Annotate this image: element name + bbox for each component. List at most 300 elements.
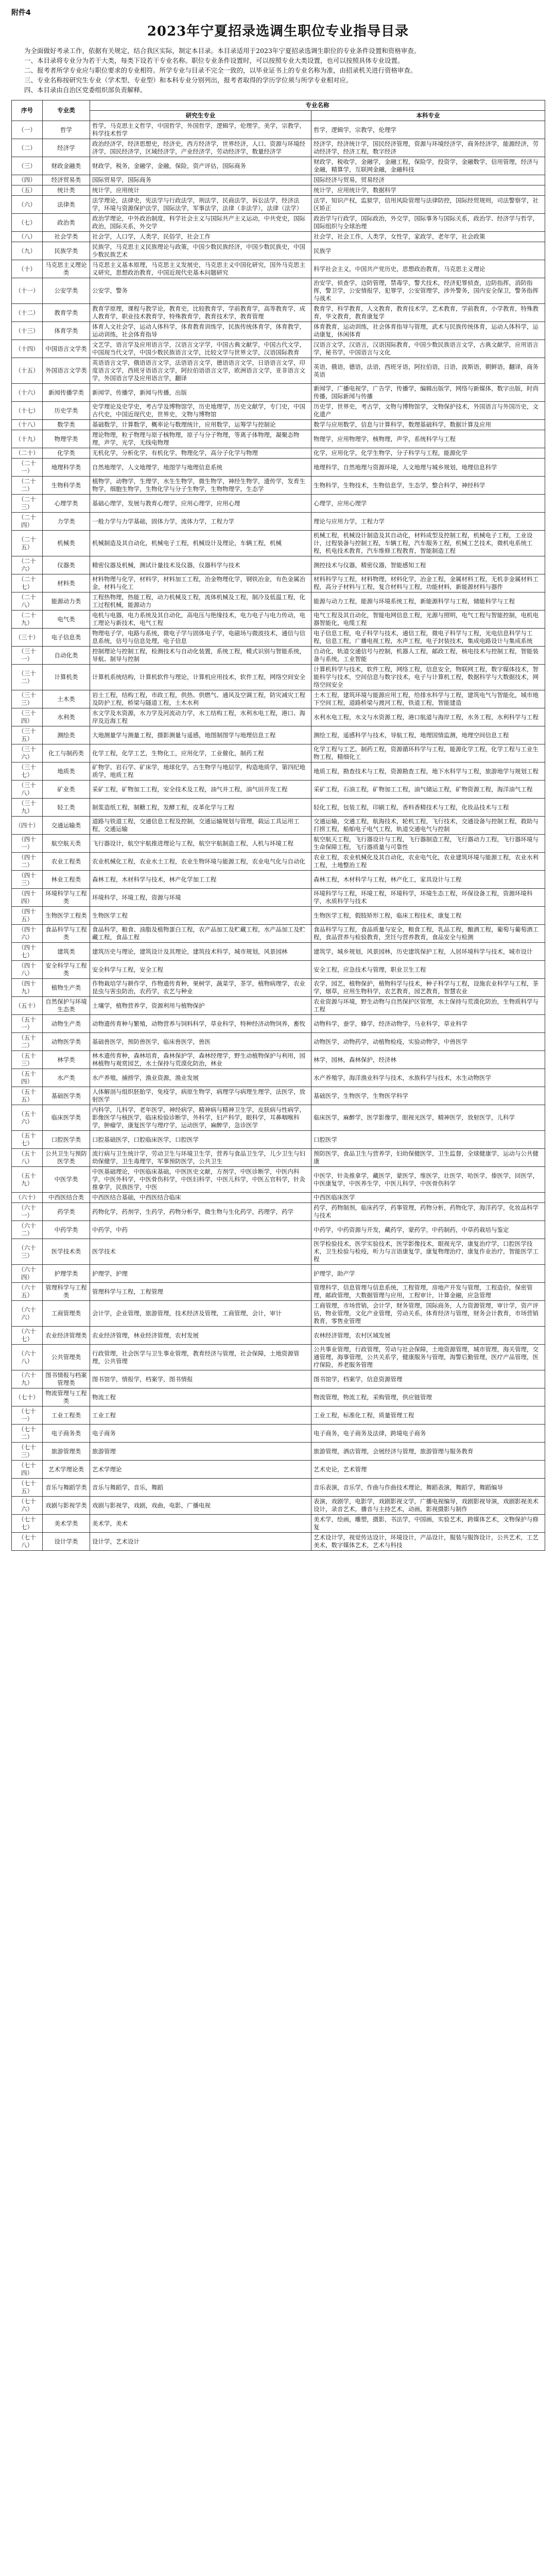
row-code: （七十）: [12, 1388, 43, 1406]
row-undergrad-majors: 管理科学，信息管理与信息系统，工程管理，房地产开发与管理，工程造价，保密管理，邮政管理，大数据管理与应用，工程审计，计算金融，应急管理: [311, 1283, 545, 1301]
row-graduate-majors: 中医基础理论，中医临床基础，中医医史文献，方剂学，中医诊断学，中医内科学，中医外科学，中医骨伤科学，中医妇科学，中医儿科学，中医五官科学，针灸推拿学，民族医学，中医: [90, 1167, 311, 1193]
row-category: 民族学类: [43, 242, 90, 260]
header-category: 专业类: [43, 100, 90, 121]
table-row: [12, 1345, 545, 1370]
row-code: （三十八）: [12, 781, 43, 799]
row-undergrad-majors: 化学工程与工艺，制药工程，资源循环科学与工程，能源化学工程，化学工程与工业生物工程，精细化工: [311, 744, 545, 762]
row-undergrad-majors: 生物医学工程，假肢矫形工程，临床工程技术，康复工程: [311, 907, 545, 925]
row-undergrad-majors: 计算机科学与技术，软件工程，网络工程，信息安全，物联网工程，数字媒体技术，智能科学与技术，空间信息与数字技术，电子与计算机工程，数据科学与大数据技术，网络空间安全: [311, 665, 545, 690]
row-graduate-majors: 飞行器设计，航空宇航推进理论与工程，航空宇航制造工程，人机与环境工程: [90, 835, 311, 853]
table-row: [12, 495, 545, 513]
row-category: 药学类: [43, 1203, 90, 1221]
row-category: 公共管理类: [43, 1345, 90, 1370]
row-undergrad-majors: 口腔医学: [311, 1131, 545, 1149]
header-code: 序号: [12, 100, 43, 121]
row-category: 艺术学理论类: [43, 1461, 90, 1479]
intro-paragraph: 二、报考者所学专业应与职位要求的专业相符。所学专业与目录不完全一致的，以毕业证书上的专业名称为准，由招录机关进行资格审查。: [24, 66, 417, 74]
row-undergrad-majors: 电子商务，电子商务及法律，跨境电子商务: [311, 1425, 545, 1443]
row-code: （五）: [12, 185, 43, 196]
table-row: [12, 907, 545, 925]
catalog-table-wrapper: [11, 100, 545, 1551]
table-row: [12, 384, 545, 402]
table-row: [12, 889, 545, 907]
row-graduate-majors: 水产养殖，捕捞学，渔业资源，渔业发展: [90, 1069, 311, 1087]
row-undergrad-majors: 理论与应用力学，工程力学: [311, 513, 545, 531]
row-graduate-majors: 道路与铁道工程，交通信息工程及控制，交通运输规划与管理，载运工具运用工程，交通运输: [90, 817, 311, 835]
row-undergrad-majors: 旅游管理，酒店管理，会展经济与管理，旅游管理与服务教育: [311, 1443, 545, 1461]
row-category: 化工与制药类: [43, 744, 90, 762]
row-undergrad-majors: 哲学，逻辑学，宗教学，伦理学: [311, 121, 545, 139]
row-category: 中医学类: [43, 1167, 90, 1193]
row-undergrad-majors: 电子信息工程，电子科学与技术，通信工程，微电子科学与工程，光电信息科学与工程，信息工程，广播电视工程，水声工程，电子封装技术，集成电路设计与集成系统: [311, 629, 545, 647]
table-row: [12, 322, 545, 340]
row-category: 物理学类: [43, 430, 90, 448]
row-undergrad-majors: 艺术史论，艺术管理: [311, 1461, 545, 1479]
row-category: 物流管理与工程类: [43, 1388, 90, 1406]
row-graduate-majors: 电机与电器，电力系统及其自动化，高电压与绝缘技术，电力电子与电力传动，电工理论与新技术，电气工程: [90, 611, 311, 629]
header-group: 专业名称: [90, 100, 545, 111]
table-row: [12, 979, 545, 997]
row-undergrad-majors: 农林经济管理，农村区域发展: [311, 1327, 545, 1345]
table-row: [12, 708, 545, 726]
row-graduate-majors: 国际贸易学，国际商务: [90, 175, 311, 185]
row-graduate-majors: 口腔基础医学，口腔临床医学，口腔医学: [90, 1131, 311, 1149]
row-graduate-majors: 法学理论，法律史，宪法学与行政法学，刑法学，民商法学，诉讼法学，经济法学，环境与资源保护法学，国际法学，军事法学，法律（非法学），法律（法学）: [90, 196, 311, 214]
row-category: 管理科学与工程类: [43, 1283, 90, 1301]
table-row: [12, 175, 545, 185]
table-row: [12, 139, 545, 157]
row-code: （五十）: [12, 997, 43, 1015]
row-code: （六十一）: [12, 1203, 43, 1221]
row-category: 水利类: [43, 708, 90, 726]
row-code: （六十七）: [12, 1327, 43, 1345]
table-row: [12, 214, 545, 232]
row-category: 动物生产类: [43, 1015, 90, 1033]
row-undergrad-majors: 中西医临床医学: [311, 1193, 545, 1203]
row-graduate-majors: 新闻学，传播学，新闻与传播，出版: [90, 384, 311, 402]
row-undergrad-majors: 政治学与行政学，国际政治，外交学，国际事务与国际关系，政治学、经济学与哲学，国际组织与全球治理: [311, 214, 545, 232]
row-graduate-majors: 建筑历史与理论，建筑设计及其理论，建筑技术科学，城市规划，风景园林: [90, 943, 311, 961]
table-row: [12, 420, 545, 430]
table-row: [12, 647, 545, 665]
table-row: [12, 1301, 545, 1327]
row-graduate-majors: 公安学，警务: [90, 278, 311, 304]
row-undergrad-majors: 医学检验技术，医学实验技术，医学影像技术，眼视光学，康复治疗学，口腔医学技术，卫生检验与检疫，听力与言语康复学，康复物理治疗，康复作业治疗，智能医学工程: [311, 1239, 545, 1265]
row-undergrad-majors: 音乐表演，音乐学，作曲与作曲技术理论，舞蹈表演，舞蹈学，舞蹈编导: [311, 1479, 545, 1497]
table-row: [12, 835, 545, 853]
row-code: （十八）: [12, 420, 43, 430]
row-code: （五十九）: [12, 1167, 43, 1193]
row-code: （二十九）: [12, 611, 43, 629]
row-graduate-majors: 森林工程，木材科学与技术，林产化学加工工程: [90, 871, 311, 889]
row-graduate-majors: 中西医结合基础，中西医结合临床: [90, 1193, 311, 1203]
row-code: （六十）: [12, 1193, 43, 1203]
row-code: （四十二）: [12, 853, 43, 871]
row-graduate-majors: 图书馆学，情报学，档案学，图书情报: [90, 1370, 311, 1388]
row-category: 食品科学与工程类: [43, 925, 90, 943]
row-category: 音乐与舞蹈学类: [43, 1479, 90, 1497]
row-category: 水产类: [43, 1069, 90, 1087]
row-code: （六十八）: [12, 1345, 43, 1370]
table-row: [12, 196, 545, 214]
row-graduate-majors: 物流工程: [90, 1388, 311, 1406]
row-graduate-majors: 安全科学与工程，安全工程: [90, 961, 311, 979]
table-row: [12, 260, 545, 278]
row-category: 生物科学类: [43, 477, 90, 495]
row-undergrad-majors: 法学，知识产权，监狱学，信用风险管理与法律防控，国际经贸规则，司法警察学，社区矫正: [311, 196, 545, 214]
table-row: [12, 1443, 545, 1461]
table-row: [12, 961, 545, 979]
table-row: [12, 340, 545, 358]
row-undergrad-majors: 图书馆学，档案学，信息资源管理: [311, 1370, 545, 1388]
row-undergrad-majors: 物理学，应用物理学，核物理，声学，系统科学与工程: [311, 430, 545, 448]
row-code: （五十八）: [12, 1149, 43, 1167]
row-category: 生物医学工程类: [43, 907, 90, 925]
table-row: [12, 185, 545, 196]
row-graduate-majors: 作物栽培学与耕作学，作物遗传育种，果树学，蔬菜学，茶学，植物病理学，农业昆虫与害虫防治，农药学，农艺与种业: [90, 979, 311, 997]
table-row: [12, 1203, 545, 1221]
row-undergrad-majors: 物流管理，物流工程，采购管理，供应链管理: [311, 1388, 545, 1406]
row-code: （四十六）: [12, 925, 43, 943]
table-row: [12, 1479, 545, 1497]
row-code: （二十四）: [12, 513, 43, 531]
row-code: （三十七）: [12, 762, 43, 781]
table-row: [12, 1033, 545, 1051]
row-code: （七）: [12, 214, 43, 232]
row-graduate-majors: 自然地理学，人文地理学，地图学与地理信息系统: [90, 459, 311, 477]
row-category: 口腔医学类: [43, 1131, 90, 1149]
row-undergrad-majors: 机械工程，机械设计制造及其自动化，材料成型及控制工程，机械电子工程，工业设计，过程装备与控制工程，车辆工程，汽车服务工程，机械工艺技术，微机电系统工程，机电技术教育，汽车维修工程教育，智能制造工程: [311, 531, 545, 556]
row-undergrad-majors: 历史学，世界史，考古学，文物与博物馆学，文物保护技术，外国语言与外国历史，文化遗产: [311, 402, 545, 420]
row-category: 安全科学与工程类: [43, 961, 90, 979]
row-graduate-majors: 矿物学、岩石学、矿床学，地球化学，古生物学与地层学，构造地质学，第四纪地质学，地质工程: [90, 762, 311, 781]
header-undergrad: 本科专业: [311, 111, 545, 121]
table-row: [12, 157, 545, 175]
row-code: （七十八）: [12, 1533, 43, 1551]
row-undergrad-majors: 森林工程，木材科学与工程，林产化工，家具设计与工程: [311, 871, 545, 889]
table-row: [12, 762, 545, 781]
row-undergrad-majors: 中医学，针灸推拿学，藏医学，蒙医学，维医学，壮医学，哈医学，傣医学，回医学，中医康复学，中医养生学，中医儿科学，中医骨伤科学: [311, 1167, 545, 1193]
row-category: 哲学: [43, 121, 90, 139]
row-graduate-majors: 设计学，艺术设计: [90, 1533, 311, 1551]
row-code: （五十五）: [12, 1087, 43, 1105]
row-graduate-majors: 一般力学与力学基础，固体力学，流体力学，工程力学: [90, 513, 311, 531]
row-code: （三十三）: [12, 690, 43, 708]
row-undergrad-majors: 民族学: [311, 242, 545, 260]
row-code: （十四）: [12, 340, 43, 358]
table-row: [12, 799, 545, 817]
row-undergrad-majors: 科学社会主义，中国共产党历史，思想政治教育，马克思主义理论: [311, 260, 545, 278]
row-code: （五十七）: [12, 1131, 43, 1149]
table-row: [12, 1515, 545, 1533]
row-category: 建筑类: [43, 943, 90, 961]
row-category: 社会学类: [43, 232, 90, 242]
table-row: [12, 1388, 545, 1406]
row-graduate-majors: 制浆造纸工程，制糖工程，发酵工程，皮革化学与工程: [90, 799, 311, 817]
table-row: [12, 1087, 545, 1105]
row-graduate-majors: 食品科学，粮食、油脂及植物蛋白工程，农产品加工及贮藏工程，水产品加工及贮藏工程，食品工程: [90, 925, 311, 943]
row-category: 交通运输类: [43, 817, 90, 835]
row-code: （九）: [12, 242, 43, 260]
row-category: 统计类: [43, 185, 90, 196]
row-undergrad-majors: 公共事业管理，行政管理，劳动与社会保障，土地资源管理，城市管理，海关管理，交通管理，海事管理，公共关系学，健康服务与管理，海警后勤管理，医疗产品管理，医疗保险，养老服务管理: [311, 1345, 545, 1370]
page-title: 2023年宁夏招录选调生职位专业指导目录: [147, 24, 409, 39]
table-row: [12, 744, 545, 762]
row-graduate-majors: 生物医学工程: [90, 907, 311, 925]
row-category: 矿业类: [43, 781, 90, 799]
row-undergrad-majors: 环境科学与工程，环境工程，环境科学，环境生态工程，环保设备工程，资源环境科学，水质科学与技术: [311, 889, 545, 907]
table-header-row: [12, 100, 545, 111]
row-undergrad-majors: 安全工程，应急技术与管理，职业卫生工程: [311, 961, 545, 979]
table-row: [12, 242, 545, 260]
row-undergrad-majors: 预防医学，食品卫生与营养学，妇幼保健医学，卫生监督，全球健康学，运动与公共健康: [311, 1149, 545, 1167]
row-code: （六十二）: [12, 1221, 43, 1239]
table-row: [12, 1283, 545, 1301]
table-row: [12, 556, 545, 574]
row-graduate-majors: 计算机系统结构，计算机软件与理论，计算机应用技术，软件工程，网络空间安全: [90, 665, 311, 690]
row-code: （四十五）: [12, 907, 43, 925]
row-undergrad-majors: 护理学，助产学: [311, 1265, 545, 1283]
row-code: （二十五）: [12, 531, 43, 556]
row-undergrad-majors: 农学，园艺，植物保护，植物科学与技术，种子科学与工程，设施农业科学与工程，茶学，烟草，应用生物科学，农艺教育，园艺教育，智慧农业: [311, 979, 545, 997]
row-category: 机械类: [43, 531, 90, 556]
row-undergrad-majors: 动物科学，蚕学，蜂学，经济动物学，马业科学，草业科学: [311, 1015, 545, 1033]
row-graduate-majors: 管理科学与工程，工程管理: [90, 1283, 311, 1301]
row-code: （三十）: [12, 629, 43, 647]
row-category: 电子商务类: [43, 1425, 90, 1443]
table-row: [12, 1193, 545, 1203]
row-undergrad-majors: 教育学，科学教育，人文教育，教育技术学，艺术教育，学前教育，小学教育，特殊教育，华文教育，教育康复学: [311, 304, 545, 322]
row-graduate-majors: 民族学，马克思主义民族理论与政策，中国少数民族经济，中国少数民族史，中国少数民族艺术: [90, 242, 311, 260]
table-row: [12, 781, 545, 799]
row-graduate-majors: 机械制造及其自动化，机械电子工程，机械设计及理论，车辆工程，机械: [90, 531, 311, 556]
table-row: [12, 1131, 545, 1149]
table-row: [12, 997, 545, 1015]
row-category: 戏剧与影视学类: [43, 1497, 90, 1515]
table-row: [12, 726, 545, 744]
row-graduate-majors: 农业机械化工程，农业水土工程，农业生物环境与能源工程，农业电气化与自动化: [90, 853, 311, 871]
row-code: （七十七）: [12, 1515, 43, 1533]
row-undergrad-majors: 农业工程，农业机械化及其自动化，农业电气化，农业建筑环境与能源工程，农业水利工程，土地整治工程: [311, 853, 545, 871]
row-code: （一）: [12, 121, 43, 139]
row-category: 自然保护与环境生态类: [43, 997, 90, 1015]
row-undergrad-majors: 航空航天工程，飞行器设计与工程，飞行器制造工程，飞行器动力工程，飞行器环境与生命保障工程，飞行器质量与可靠性: [311, 835, 545, 853]
row-graduate-majors: 中药学，中药: [90, 1221, 311, 1239]
row-code: （十五）: [12, 358, 43, 384]
row-category: 农业工程类: [43, 853, 90, 871]
row-undergrad-majors: 能源与动力工程，能源与环境系统工程，新能源科学与工程，储能科学与工程: [311, 592, 545, 611]
row-code: （七十一）: [12, 1406, 43, 1425]
row-code: （三十一）: [12, 647, 43, 665]
row-category: 美术学类: [43, 1515, 90, 1533]
row-category: 体育学类: [43, 322, 90, 340]
row-graduate-majors: 工程热物理，热能工程，动力机械及工程，流体机械及工程，制冷及低温工程，化工过程机械，能源动力: [90, 592, 311, 611]
table-row: [12, 611, 545, 629]
row-code: （五十三）: [12, 1051, 43, 1069]
row-category: 力学类: [43, 513, 90, 531]
row-graduate-majors: 统计学，应用统计: [90, 185, 311, 196]
row-graduate-majors: 内科学，儿科学，老年医学，神经病学，精神病与精神卫生学，皮肤病与性病学，影像医学与核医学，临床检验诊断学，外科学，妇产科学，眼科学，耳鼻咽喉科学，肿瘤学，康复医学与理疗学，运动医学，麻醉学，急诊医学: [90, 1105, 311, 1131]
row-code: （十一）: [12, 278, 43, 304]
row-undergrad-majors: 心理学，应用心理学: [311, 495, 545, 513]
row-graduate-majors: 农业经济管理，林业经济管理，农村发展: [90, 1327, 311, 1345]
row-graduate-majors: 艺术学理论: [90, 1461, 311, 1479]
row-graduate-majors: 护理学，护理: [90, 1265, 311, 1283]
row-graduate-majors: 政治学理论，中外政治制度，科学社会主义与国际共产主义运动，中共党史，国际政治，国际关系，外交学: [90, 214, 311, 232]
table-row: [12, 402, 545, 420]
row-graduate-majors: 英语语言文学，俄语语言文学，法语语言文学，德语语言文学，日语语言文学，印度语言文学，西班牙语语言文学，阿拉伯语语言文学，欧洲语言文学，亚非语言文学，外国语言学及应用语言学，翻译: [90, 358, 311, 384]
row-category: 植物生产类: [43, 979, 90, 997]
row-code: （四十）: [12, 817, 43, 835]
row-category: 材料类: [43, 574, 90, 592]
row-undergrad-majors: 汉语言文学，汉语言，汉语国际教育，中国少数民族语言文学，古典文献学，应用语言学，秘书学，中国语言与文化: [311, 340, 545, 358]
row-category: 测绘类: [43, 726, 90, 744]
row-graduate-majors: 哲学，马克思主义哲学，中国哲学，外国哲学，逻辑学，伦理学，美学，宗教学，科学技术哲学: [90, 121, 311, 139]
row-category: 基础医学类: [43, 1087, 90, 1105]
row-undergrad-majors: 水利水电工程，水文与水资源工程，港口航道与海岸工程，水务工程，水利科学与工程: [311, 708, 545, 726]
row-undergrad-majors: 基础医学，生物医学，生物医学科学: [311, 1087, 545, 1105]
row-undergrad-majors: 新闻学，广播电视学，广告学，传播学，编辑出版学，网络与新媒体，数字出版，时尚传播，国际新闻与传播: [311, 384, 545, 402]
row-graduate-majors: 会计学，企业管理，旅游管理，技术经济及管理，工商管理，会计，审计: [90, 1301, 311, 1327]
row-code: （二十一）: [12, 459, 43, 477]
row-graduate-majors: 土壤学，植物营养学，资源利用与植物保护: [90, 997, 311, 1015]
row-graduate-majors: 基础数学，计算数学，概率论与数理统计，应用数学，运筹学与控制论: [90, 420, 311, 430]
row-code: （七十五）: [12, 1479, 43, 1497]
row-category: 工业工程类: [43, 1406, 90, 1425]
table-row: [12, 1533, 545, 1551]
row-code: （四）: [12, 175, 43, 185]
row-code: （七十三）: [12, 1443, 43, 1461]
table-row: [12, 121, 545, 139]
table-row: [12, 817, 545, 835]
row-category: 公安学类: [43, 278, 90, 304]
row-category: 中药学类: [43, 1221, 90, 1239]
row-category: 新闻传播学类: [43, 384, 90, 402]
row-graduate-majors: 工业工程: [90, 1406, 311, 1425]
row-code: （十六）: [12, 384, 43, 402]
row-category: 农业经济管理类: [43, 1327, 90, 1345]
row-category: 环境科学与工程类: [43, 889, 90, 907]
row-undergrad-majors: 国际经济与贸易，贸易经济: [311, 175, 545, 185]
table-row: [12, 1069, 545, 1087]
row-undergrad-majors: 材料科学与工程，材料物理，材料化学，冶金工程，金属材料工程，无机非金属材料工程，高分子材料与工程，复合材料与工程，功能材料，新能源材料与器件: [311, 574, 545, 592]
header-graduate: 研究生专业: [90, 111, 311, 121]
row-graduate-majors: 流行病与卫生统计学，劳动卫生与环境卫生学，营养与食品卫生学，儿少卫生与妇幼保健学，卫生毒理学，军事预防医学，公共卫生: [90, 1149, 311, 1167]
row-code: （五十六）: [12, 1105, 43, 1131]
row-undergrad-majors: 统计学，应用统计学，数据科学: [311, 185, 545, 196]
row-graduate-majors: 动物遗传育种与繁殖，动物营养与饲料科学，草业科学，特种经济动物饲养，畜牧: [90, 1015, 311, 1033]
table-row: [12, 1461, 545, 1479]
row-undergrad-majors: 中药学，中药资源与开发，藏药学，蒙药学，中药制药，中草药栽培与鉴定: [311, 1221, 545, 1239]
table-row: [12, 871, 545, 889]
row-code: （二十八）: [12, 592, 43, 611]
row-category: 中国语言文学类: [43, 340, 90, 358]
row-code: （十九）: [12, 430, 43, 448]
table-row: [12, 358, 545, 384]
row-code: （二十三）: [12, 495, 43, 513]
table-row: [12, 1221, 545, 1239]
row-undergrad-majors: 农业资源与环境，野生动物与自然保护区管理，水土保持与荒漠化防治，生物质科学与工程: [311, 997, 545, 1015]
row-graduate-majors: 医学技术: [90, 1239, 311, 1265]
row-code: （三十四）: [12, 708, 43, 726]
row-undergrad-majors: 轻化工程，包装工程，印刷工程，香料香精技术与工程，化妆品技术与工程: [311, 799, 545, 817]
row-undergrad-majors: 美术学，绘画，雕塑，摄影，书法学，中国画，实验艺术，跨媒体艺术，文物保护与修复: [311, 1515, 545, 1533]
row-undergrad-majors: 体育教育，运动训练，社会体育指导与管理，武术与民族传统体育，运动人体科学，运动康复，休闲体育: [311, 322, 545, 340]
row-category: 临床医学类: [43, 1105, 90, 1131]
row-undergrad-majors: 经济学，经济统计学，国民经济管理，资源与环境经济学，商务经济学，能源经济，劳动经济学，经济工程，数字经济: [311, 139, 545, 157]
row-graduate-majors: 无机化学，分析化学，有机化学，物理化学，高分子化学与物理: [90, 448, 311, 459]
row-code: （三十九）: [12, 799, 43, 817]
row-undergrad-majors: 土木工程，建筑环境与能源应用工程，给排水科学与工程，建筑电气与智能化，城市地下空间工程，道路桥梁与渡河工程，铁道工程，智能建造: [311, 690, 545, 708]
row-category: 工商管理类: [43, 1301, 90, 1327]
row-category: 经济贸易类: [43, 175, 90, 185]
row-graduate-majors: 大地测量学与测量工程，摄影测量与遥感，地图制图学与地理信息工程: [90, 726, 311, 744]
row-code: （四十八）: [12, 961, 43, 979]
intro-paragraph: 四、本目录由自治区党委组织部负责解释。: [24, 86, 147, 94]
table-row: [12, 1239, 545, 1265]
row-graduate-majors: 美术学，美术: [90, 1515, 311, 1533]
table-row: [12, 448, 545, 459]
row-undergrad-majors: 工商管理，市场营销，会计学，财务管理，国际商务，人力资源管理，审计学，资产评估，物业管理，文化产业管理，劳动关系，体育经济与管理，财务会计教育，市场营销教育，零售业管理: [311, 1301, 545, 1327]
table-row: [12, 304, 545, 322]
row-category: 公共卫生与预防医学类: [43, 1149, 90, 1167]
table-row: [12, 665, 545, 690]
row-graduate-majors: 史学理论及史学史，考古学及博物馆学，历史地理学，历史文献学，专门史，中国古代史，中国近现代史，世界史，文物与博物馆: [90, 402, 311, 420]
row-graduate-majors: 人体解剖与组织胚胎学，免疫学，病原生物学，病理学与病理生理学，法医学，放射医学: [90, 1087, 311, 1105]
table-row: [12, 1265, 545, 1283]
row-category: 政治类: [43, 214, 90, 232]
intro-paragraph: 为全面做好考录工作，依据有关规定，结合我区实际，制定本目录。本目录适用于2023年宁夏招录选调生职位的专业条件设置和资格审查。: [24, 47, 421, 55]
row-undergrad-majors: 自动化，轨道交通信号与控制，机器人工程，邮政工程，核电技术与控制工程，智能装备与系统，工业智能: [311, 647, 545, 665]
row-category: 航空航天类: [43, 835, 90, 853]
intro-paragraph: 三、专业名称按研究生专业（学术型、专业型）和本科专业分别列出，报考者取得的学历学位须与所学专业相对应。: [24, 76, 353, 84]
row-undergrad-majors: 地质工程，勘查技术与工程，资源勘查工程，地下水科学与工程，旅游地学与规划工程: [311, 762, 545, 781]
table-row: [12, 1051, 545, 1069]
row-category: 护理学类: [43, 1265, 90, 1283]
row-graduate-majors: 基础兽医学，预防兽医学，临床兽医学，兽医: [90, 1033, 311, 1051]
row-category: 数学类: [43, 420, 90, 430]
row-code: （三十二）: [12, 665, 43, 690]
row-code: （十二）: [12, 304, 43, 322]
row-graduate-majors: 基础心理学，发展与教育心理学，应用心理学，应用心理: [90, 495, 311, 513]
row-code: （二十二）: [12, 477, 43, 495]
row-code: （八）: [12, 232, 43, 242]
row-category: 地理科学类: [43, 459, 90, 477]
row-code: （七十二）: [12, 1425, 43, 1443]
row-category: 旅游管理类: [43, 1443, 90, 1461]
table-row: [12, 943, 545, 961]
row-graduate-majors: 采矿工程，矿物加工工程，安全技术及工程，油气井工程，油气田开发工程: [90, 781, 311, 799]
row-category: 设计学类: [43, 1533, 90, 1551]
row-code: （十三）: [12, 322, 43, 340]
row-graduate-majors: 植物学，动物学，生理学，水生生物学，微生物学，神经生物学，遗传学，发育生物学，细胞生物学，生物化学与分子生物学，生物物理学，生态学: [90, 477, 311, 495]
row-graduate-majors: 理论物理，粒子物理与原子核物理，原子与分子物理，等离子体物理，凝聚态物理，声学，光学，无线电物理: [90, 430, 311, 448]
row-undergrad-majors: 食品科学与工程，食品质量与安全，粮食工程，乳品工程，酿酒工程，葡萄与葡萄酒工程，食品营养与检验教育，烹饪与营养教育，食品安全与检测: [311, 925, 545, 943]
row-code: （六十九）: [12, 1370, 43, 1388]
row-undergrad-majors: 林学，园林，森林保护，经济林: [311, 1051, 545, 1069]
table-subheader-row: [12, 111, 545, 121]
row-undergrad-majors: 水产养殖学，海洋渔业科学与技术，水族科学与技术，水生动物医学: [311, 1069, 545, 1087]
annex-label: 附件4: [11, 9, 31, 17]
table-row: [12, 925, 545, 943]
row-graduate-majors: 岩土工程，结构工程，市政工程，供热、供燃气、通风及空调工程，防灾减灾工程及防护工程，桥梁与隧道工程，土木水利: [90, 690, 311, 708]
table-row: [12, 1149, 545, 1167]
row-code: （四十四）: [12, 889, 43, 907]
row-code: （四十九）: [12, 979, 43, 997]
intro-paragraph: 一、本目录将专业分为若干大类，每类下设若干专业名称。职位专业条件设置时，可以按照专业大类设置，也可以按照具体专业设置。: [24, 57, 404, 64]
row-code: （六十五）: [12, 1283, 43, 1301]
row-category: 计算机类: [43, 665, 90, 690]
